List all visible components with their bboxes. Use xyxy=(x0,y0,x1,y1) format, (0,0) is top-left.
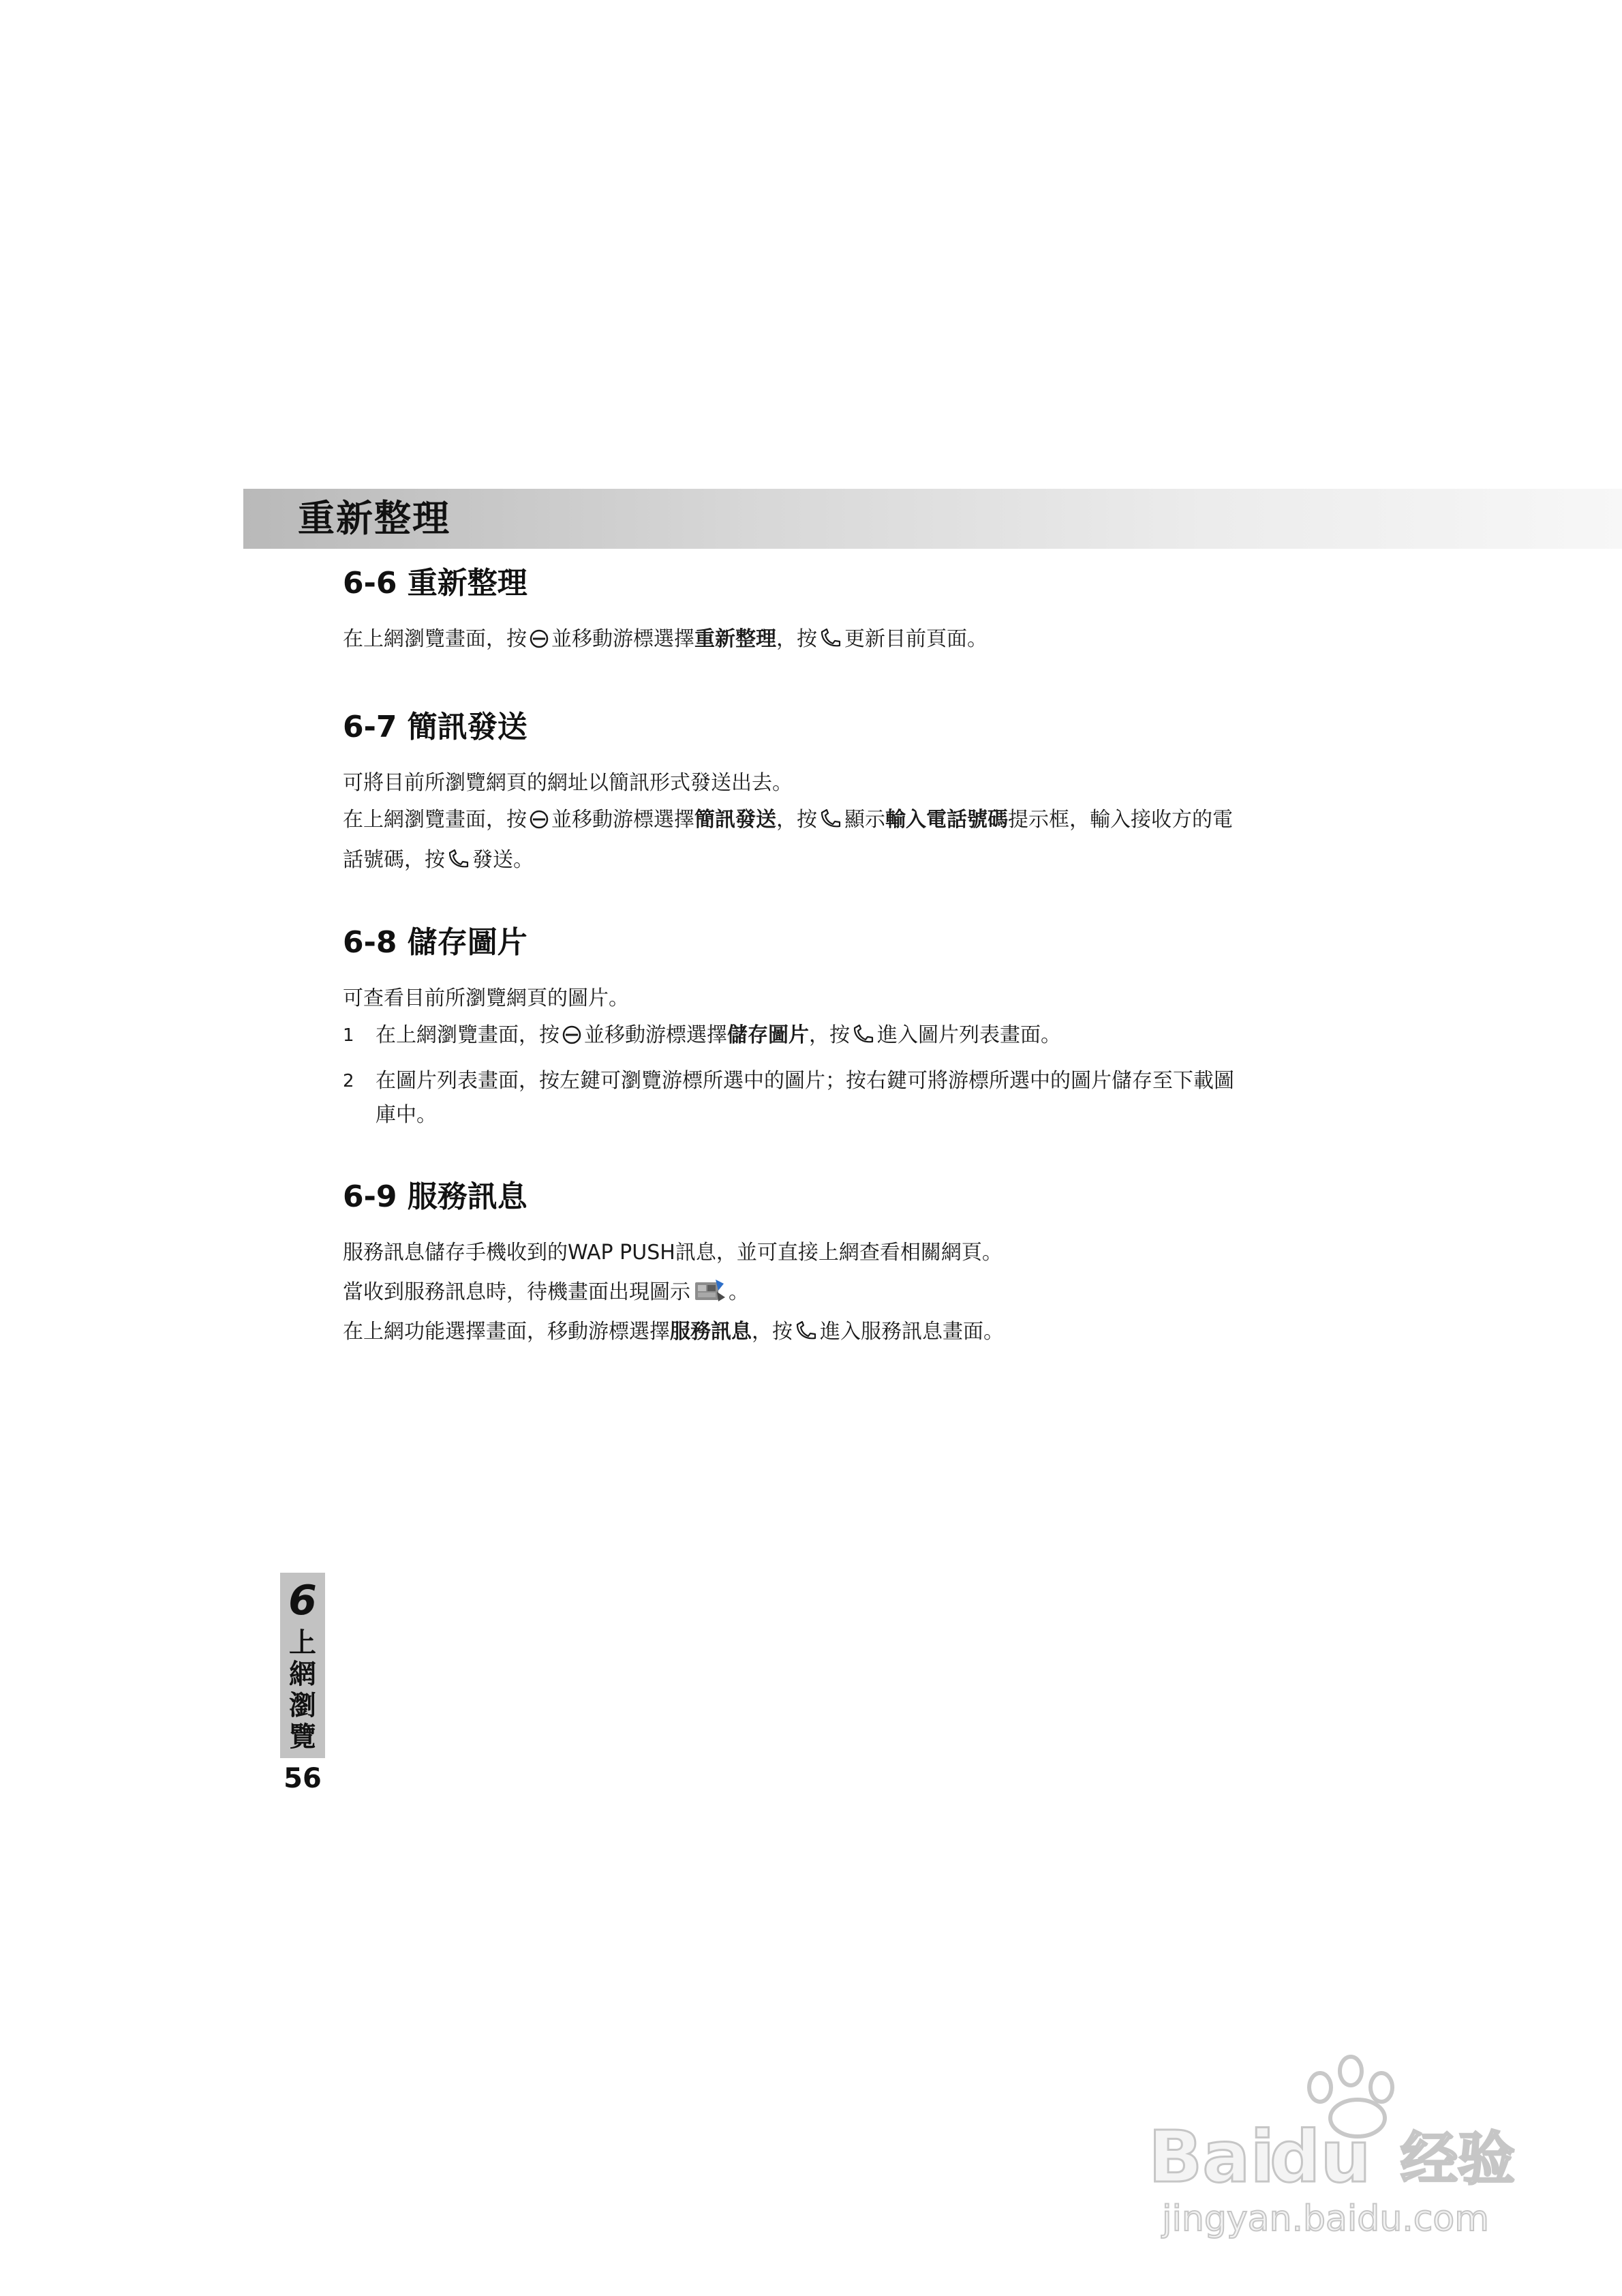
section-6-6 xyxy=(343,562,1297,660)
menu-key-icon xyxy=(529,806,549,841)
section-title: 6-8 儲存圖片 xyxy=(343,925,527,960)
send-key-icon xyxy=(795,1318,818,1353)
send-key-icon xyxy=(819,806,842,841)
chapter-title-vertical xyxy=(280,1627,325,1753)
paragraph: 話號碼，按 發送。 xyxy=(343,843,1297,881)
chapter-side-tab xyxy=(280,1573,325,1758)
svg-text:jingyan.baidu.com: jingyan.baidu.com xyxy=(1162,2199,1489,2239)
section-title: 6-7 簡訊發送 xyxy=(343,710,527,744)
list-item-number: 1 xyxy=(343,1025,354,1046)
chapter-char: 上 xyxy=(289,1627,316,1659)
send-key-icon xyxy=(852,1022,875,1056)
list-item: 2 在圖片列表畫面，按左鍵可瀏覽游標所選中的圖片；按右鍵可將游標所選中的圖片儲存至下載圖 庫中。 xyxy=(343,1064,1297,1132)
wap-push-icon xyxy=(692,1277,726,1304)
menu-key-icon xyxy=(529,626,549,660)
svg-text:du: du xyxy=(1270,2115,1371,2199)
svg-text:Bai: Bai xyxy=(1148,2115,1275,2199)
paragraph: 服務訊息儲存手機收到的WAP PUSH訊息，並可直接上網查看相關網頁。 xyxy=(343,1241,1003,1265)
paragraph: 當收到服務訊息時，待機畫面出現圖示 。 xyxy=(343,1275,1297,1310)
page-number: 56 xyxy=(284,1763,322,1794)
section-title: 6-6 重新整理 xyxy=(343,566,527,601)
svg-text:经验: 经验 xyxy=(1401,2126,1516,2192)
section-6-7 xyxy=(343,706,1297,881)
paragraph: 在上網功能選擇畫面，移動游標選擇服務訊息，按 進入服務訊息畫面。 xyxy=(343,1315,1297,1353)
banner-title: 重新整理 xyxy=(298,497,450,540)
section-banner xyxy=(243,489,1622,549)
paragraph: 可查看目前所瀏覽網頁的圖片。 xyxy=(343,986,629,1010)
section-6-9 xyxy=(343,1176,1297,1353)
paragraph: 可將目前所瀏覽網頁的網址以簡訊形式發送出去。 xyxy=(343,771,793,795)
chapter-char: 覽 xyxy=(289,1721,316,1753)
section-title: 6-9 服務訊息 xyxy=(343,1179,527,1214)
send-key-icon xyxy=(819,626,842,660)
chapter-char: 網 xyxy=(289,1659,316,1690)
send-key-icon xyxy=(447,847,470,881)
paragraph: 在上網瀏覽畫面，按 並移動游標選擇重新整理，按 更新目前頁面。 xyxy=(343,622,1297,660)
menu-key-icon xyxy=(562,1022,582,1056)
baidu-watermark xyxy=(1128,2045,1537,2250)
page-content xyxy=(343,562,1297,1355)
list-item: 1 在上網瀏覽畫面，按 並移動游標選擇儲存圖片，按 進入圖片列表畫面。 xyxy=(343,1018,1297,1056)
list-item-number: 2 xyxy=(343,1071,354,1091)
chapter-char: 瀏 xyxy=(289,1690,316,1721)
chapter-number: 6 xyxy=(288,1577,317,1625)
section-6-8 xyxy=(343,922,1297,1132)
paragraph: 在上網瀏覽畫面，按 並移動游標選擇簡訊發送，按 顯示輸入電話號碼提示框，輸入接收方的電 xyxy=(343,803,1297,841)
